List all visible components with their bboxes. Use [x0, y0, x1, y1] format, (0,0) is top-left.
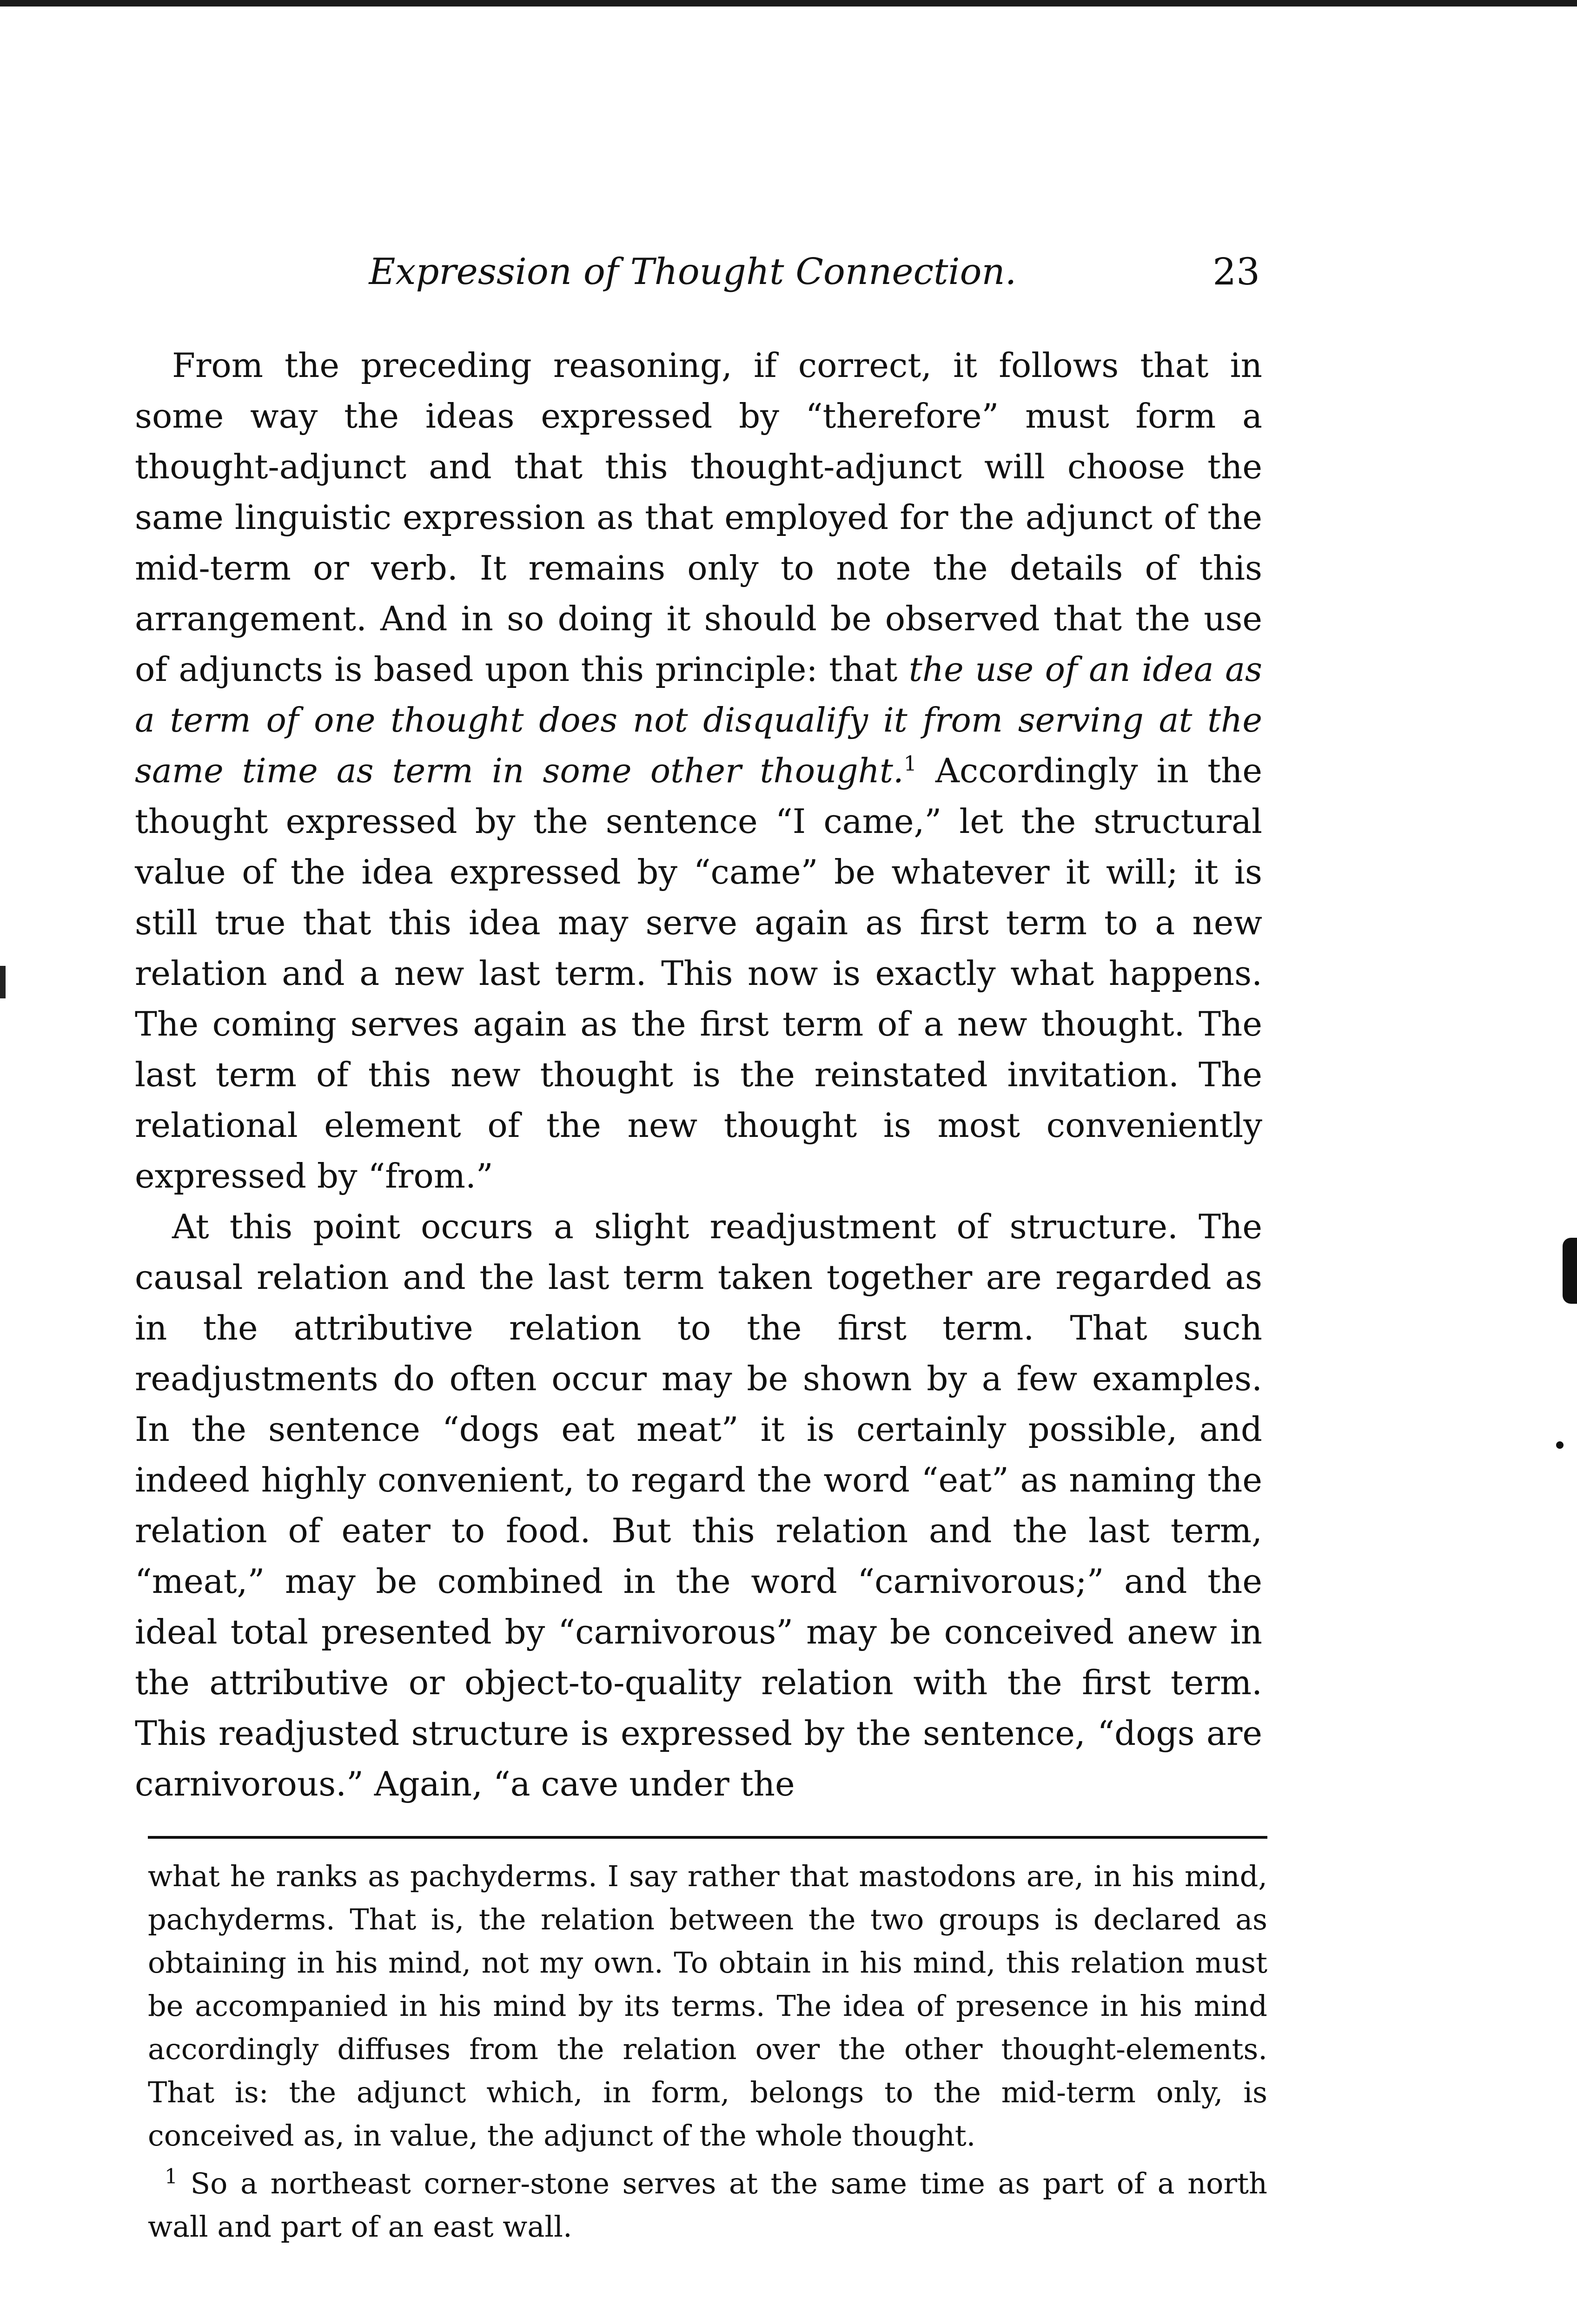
scan-border-top — [0, 0, 1577, 7]
paragraph-1 — [135, 340, 1262, 1202]
paragraph-1-italic-principle: the use of an idea as a term of one thought does not disqualify it from serving at the same time as term in some other thought. — [135, 650, 1262, 790]
footnote-1-marker: 1 — [165, 2165, 178, 2189]
paragraph-1-text-b: Accordingly in the thought expressed by the sentence “I came,” let the structural value of the idea expressed by “came” be whatever it will; it is still true that this idea may serve again as first term to a new relation and a new last term. This now is exactly what happens. The coming serves again as the first term of a new thought. The last term of this new thought is the reinstated invitation. The relational element of the new thought is most conveniently expressed by “from.” — [135, 751, 1262, 1195]
running-head-title: Expression of Thought Connection. — [369, 251, 1017, 293]
page-number: 23 — [1213, 250, 1260, 293]
footnote-1-text: So a northeast corner-stone serves at the same time as part of a north wall and part of an east wall. — [148, 2166, 1267, 2244]
footnote-continued: what he ranks as pachyderms. I say rather that mastodons are, in his mind, pachyderms. That is, the relation between the two groups is declared as obtaining in his mind, not my own. To obtain in his mind, this relation must be accompanied in his mind by its terms. The idea of presence in his mind accordingly diffuses from the relation over the other thought-elements. That is: the adjunct which, in form, belongs to the mid-term only, is conceived as, in value, the adjunct of the whole thought. — [148, 1859, 1267, 2152]
footnotes — [148, 1855, 1267, 2296]
scan-mark-right — [1563, 1238, 1577, 1304]
footnote-rule — [148, 1836, 1267, 1839]
footnote-reference-1: 1 — [903, 752, 917, 776]
scan-mark-left — [0, 966, 6, 998]
scan-dot — [1556, 1441, 1564, 1449]
footnote-1 — [148, 2162, 1267, 2248]
main-text — [135, 340, 1262, 1814]
paragraph-2: At this point occurs a slight readjustment of structure. The causal relation and the last term taken together are regarded as in the attributive relation to the first term. That such readjustments do often occur may be shown by a few examples. In the sentence “dogs eat meat” it is certainly possible, and indeed highly convenient, to regard the word “eat” as naming the relation of eater to food. But this relation and the last term, “meat,” may be combined in the word “carnivorous;” and the ideal total presented by “carnivorous” may be conceived anew in the attributive or object-to-quality relation with the first term. This readjusted structure is expressed by the sentence, “dogs are carnivorous.” Again, “a cave under the — [135, 1207, 1262, 1803]
running-head — [139, 246, 1260, 297]
paragraph-1-text-a: From the preceding reasoning, if correct, it follows that in some way the ideas expressed by “therefore” must form a thought-adjunct and that this thought-adjunct will choose the same linguistic expression as that employed for the adjunct of the mid-term or verb. It remains only to note the details of this arrangement. And in so doing it should be observed that the use of adjuncts is based upon this principle: that — [135, 346, 1262, 689]
